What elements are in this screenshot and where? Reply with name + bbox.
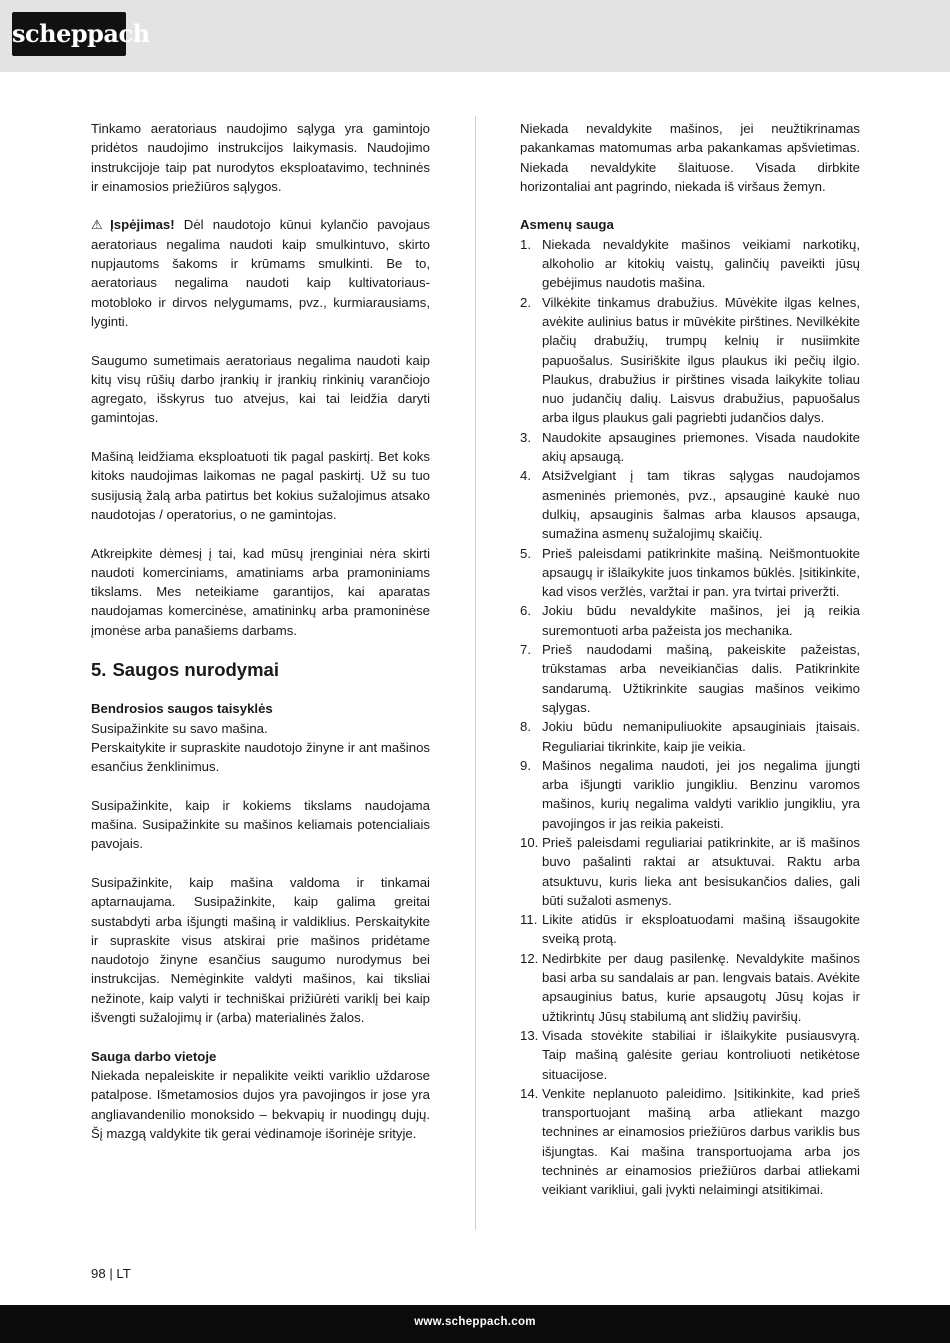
commercial-use-paragraph: Atkreipkite dėmesį į tai, kad mūsų įrenginiai nėra skirti naudoti komerciniams, amatiniams arba pramoniniams tikslams. Mes neteikiame garantijos, kai aparatas naudojamas komercinėse, amatininkų arba pramoninėse įmonėse arba panašiems darbams. [91,545,430,638]
purpose-paragraph: Susipažinkite, kaip ir kokiems tikslams naudojama mašina. Susipažinkite su mašinos keliamais potencialiais pavojais. [91,797,430,852]
operation-paragraph: Susipažinkite, kaip mašina valdoma ir tinkamai aptarnaujama. Susipažinkite, kaip galima greitai sustabdyti arba išjungti mašiną ir valdiklius. Perskaitykite ir supraskite visus atskirai prie mašinos pridėtame naudotojo žinyne esančius saugumo nurodymus bei instrukcijas. Nemėginkite valdyti mašinos, kai tiksliai nežinote, kaip valyti ir techniškai prižiūrėti variklį bei kaip išvengti sužalojimų ir (arba) materialinės žalos. [91,874,430,1026]
list-item: 9. Mašinos negalima naudoti, jei jos negalima įjungti arba išjungti variklio jungikliu. Benzinu varomos mašinos, kurių negalima valdyti variklio jungikliu, yra pavojingos ir jas reikia pakeisti. [520,757,860,831]
subheading-workplace-safety: Sauga darbo vietoje [91,1048,217,1064]
list-item: 11. Likite atidūs ir eksploatuodami mašiną išsaugokite sveiką protą. [520,912,860,947]
list-item: 6. Jokiu būdu nevaldykite mašinos, jei ją reikia suremontuoti arba pažeista jos mechanika. [520,603,860,638]
header-bar [0,0,950,72]
know-machine-line: Susipažinkite su savo mašina. [91,720,268,736]
visibility-paragraph: Niekada nevaldykite mašinos, jei neužtikrinamas pakankamas matomumas arba pakankamas apšvietimas. Niekada nevaldykite šlaituose. Visada dirbkite horizontaliai ant pagrindo, niekada iš viršaus žemyn. [520,121,860,194]
right-column [520,119,860,1200]
warning-triangle-icon: ⚠ [91,217,109,233]
warning-text: Dėl naudotojo kūnui kylančio pavojaus aeratoriaus negalima naudoti kaip smulkintuvo, skirto nupjautoms šakoms ir krūmams smulkinti. Be to, aeratoriaus negalima naudoti kaip kultivatoriaus-motobloko ir dirvos nelygumams, pvz., kurmiarausiams, lyginti. [91,217,431,329]
list-item: 7. Prieš naudodami mašiną, pakeiskite pažeistas, trūkstamas arba neveikiančias dalis. Patikrinkite sandarumą. Užtikrinkite saugias mašinos veikimo sąlygas. [520,642,860,715]
list-item: 10. Prieš paleisdami reguliariai patikrinkite, ar iš mašinos buvo pašalinti raktai ar atsuktuvai. Raktu arba atsuktuvu, kuris lieka ant besisukančios dalies, gali būti sužaloti asmenys. [520,834,860,908]
list-item: 14. Venkite neplanuoto paleidimo. Įsitikinkite, kad prieš transportuojant mašiną arba atliekant mazgo technines ar einamosios priežiūros darbus variklis bus išjungtas. Kai mašina transportuojama arba jos techninės ar einamosios priežiūros darbai atliekami veikiant varikliui, gali įvykti nelaimingi atsitikimai. [520,1085,860,1198]
list-item: 13. Visada stovėkite stabiliai ir išlaikykite pusiausvyrą. Taip mašiną galėsite geriau kontroliuoti netikėtose situacijose. [520,1027,860,1082]
warning-label: Įspėjimas! [110,217,175,233]
list-item: 2. Vilkėkite tinkamus drabužius. Mūvėkite ilgas kelnes, avėkite aulinius batus ir mūvėkite pirštines. Nevilkėkite plačių drabužių, trumpų kelnių ir nusiimkite papuošalus. Susiriškite ilgus plaukus iki pečių ilgio. Plaukus, drabužius ir pirštines visada laikykite toliau nuo judančių dalių. Laisvus drabužius, papuošalus arba ilgus plaukus gali pagriebti judančios dalys. [520,294,860,426]
indoor-exhaust-paragraph: Niekada nepaleiskite ir nepalikite veikti variklio uždarose patalpose. Išmetamosios dujos yra pavojingos ir jose yra angliavandenilio monoksido – bekvapių ir nuodingų dujų. Šį mazgą valdykite tik gerai vėdinamoje išorinėje srityje. [91,1067,430,1141]
website-link[interactable]: www.scheppach.com [414,1316,536,1328]
read-markings-paragraph: Perskaitykite ir supraskite naudotojo žinyne ir ant mašinos esančius ženklinimus. [91,739,430,775]
footer-bar [0,1305,950,1343]
list-item: 8. Jokiu būdu nemanipuliuokite apsauginiais įtaisais. Reguliariai tikrinkite, kaip jie veikia. [520,719,860,754]
intro-paragraph: Tinkamo aeratoriaus naudojimo sąlyga yra gamintojo pridėtos naudojimo instrukcijos laikymasis. Naudojimo instrukcijoje taip pat nurodytos eksploatavimo, techninės ir einamosios priežiūros sąlygos. [91,121,430,194]
subheading-personal-safety: Asmenų sauga [520,217,614,233]
list-item: 1. Niekada nevaldykite mašinos veikiami narkotikų, alkoholio ar kitokių vaistų, galinčių paveikti jūsų gebėjimus naudotis mašina. [520,236,860,291]
safety-reasons-paragraph: Saugumo sumetimais aeratoriaus negalima naudoti kaip kitų visų rūšių darbo įrankių ir įrankių rinkinių varančiojo agregato, išskyrus tuo atvejus, kai tai leidžia daryti gamintojas. [91,352,430,426]
list-item: 5. Prieš paleisdami patikrinkite mašiną. Neišmontuokite apsaugų ir išlaikykite juos tinkamos būklės. Įsitikinkite, kad visos veržlės, varžtai ir pan. yra tvirtai priveržti. [520,545,860,600]
page-number: 98 | LT [91,1266,131,1281]
left-column [91,119,430,1162]
list-item: 4. Atsižvelgiant į tam tikras sąlygas naudojamos asmeninės priemonės, pvz., apsauginė kaukė nuo dulkių, apsauginis šalmas arba klausos apsauga, sumažina asmenų sužalojimų skaičių. [520,468,860,542]
list-item: 3. Naudokite apsaugines priemones. Visada naudokite akių apsaugą. [520,429,860,465]
section-number: 5. [91,659,107,681]
warning-paragraph [91,215,430,331]
subheading-general-safety: Bendrosios saugos taisyklės [91,701,273,717]
section-title: Saugos nurodymai [112,659,279,681]
section-heading [91,659,430,681]
column-divider [475,116,476,1230]
intended-use-paragraph: Mašiną leidžiama eksploatuoti tik pagal paskirtį. Bet koks kitoks naudojimas laikomas ne pagal paskirtį. Už su tuo susijusią žalą arba patirtus bet kokius sužalojimus atsako naudotojas / operatorius, o ne gamintojas. [91,449,430,522]
list-item: 12. Nedirbkite per daug pasilenkę. Nevaldykite mašinos basi arba su sandalais ar pan. lengvais batais. Avėkite apsauginius batus, kurie apsaugotų Jūsų kojas ir užtikrintų Jūsų stabilumą ant slidžių paviršių. [520,950,860,1024]
brand-logo: scheppach [12,12,126,56]
personal-safety-list [520,235,860,1200]
